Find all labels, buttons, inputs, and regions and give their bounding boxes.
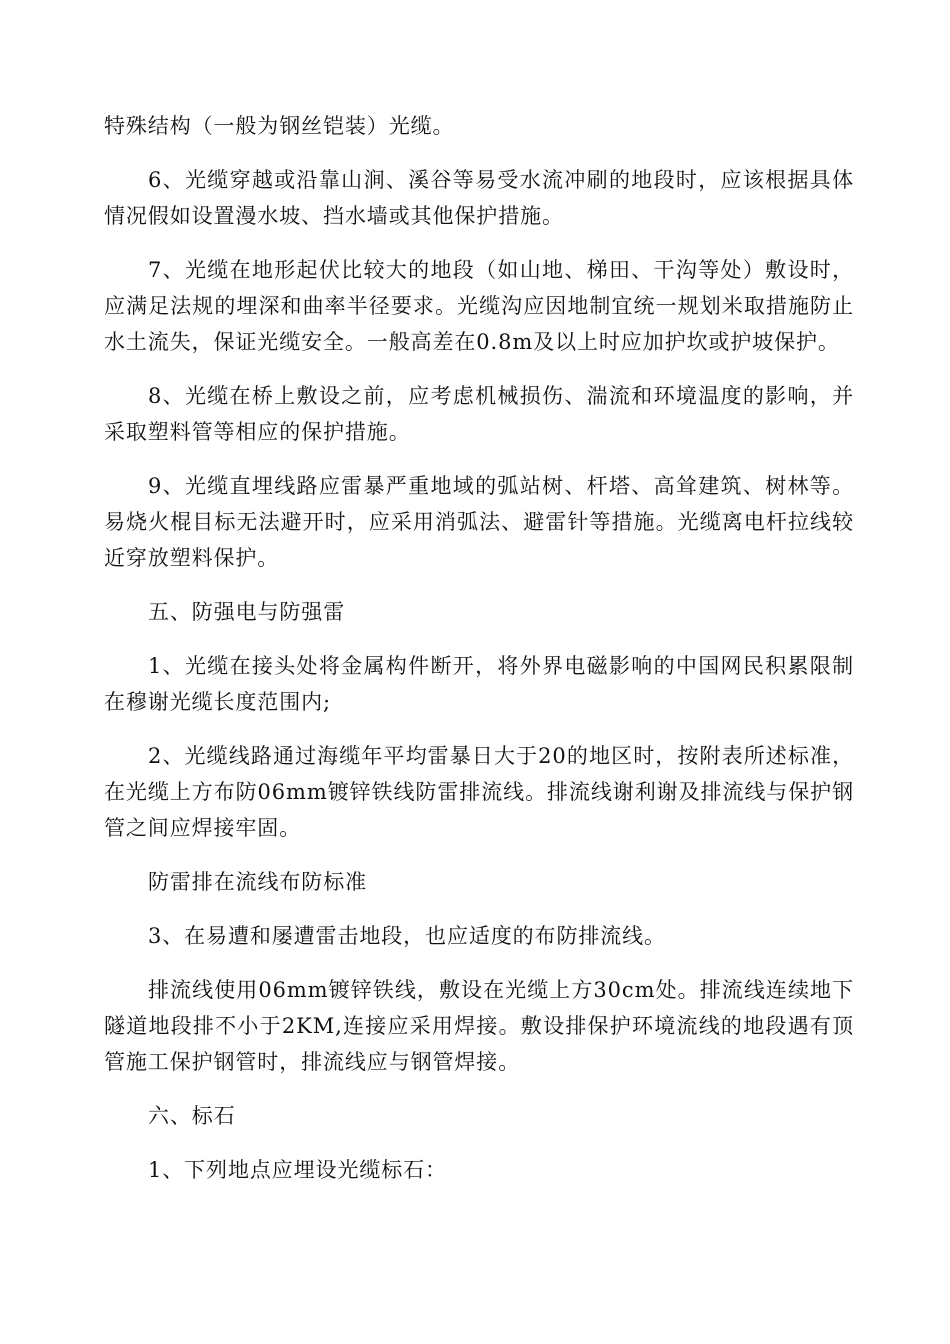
paragraph-five-item-2: 2、光缆线路通过海缆年平均雷暴日大于20的地区时，按附表所述标准，在光缆上方布防06mm镀锌铁线防雷排流线。排流线谢利谢及排流线与保护钢管之间应焊接牢固。 xyxy=(104,744,854,840)
paragraph-item-8: 8、光缆在桥上敷设之前，应考虑机械损伤、湍流和环境温度的影响，并采取塑料管等相应的保护措施。 xyxy=(104,384,854,444)
paragraph-item-7: 7、光缆在地形起伏比较大的地段（如山地、梯田、干沟等处）敷设时，应满足法规的埋深和曲率半径要求。光缆沟应因地制宜统一规划米取措施防止水土流失，保证光缆安全。一般高差在0.8m及以上时应加护坎或护坡保护。 xyxy=(104,258,854,354)
subheading-standard: 防雷排在流线布防标准 xyxy=(148,870,367,894)
paragraph-drain-wire: 排流线使用06mm镀锌铁线，敷设在光缆上方30cm处。排流线连续地下隧道地段排不小于2KM,连接应采用焊接。敷设排保护环境流线的地段遇有顶管施工保护钢管时，排流线应与钢管焊接。 xyxy=(104,978,854,1074)
paragraph-item-9: 9、光缆直埋线路应雷暴严重地域的弧站树、杆塔、高耸建筑、树林等。易烧火棍目标无法避开时，应采用消弧法、避雷针等措施。光缆离电杆拉线较近穿放塑料保护。 xyxy=(104,474,854,570)
paragraph-five-item-3: 3、在易遭和屡遭雷击地段，也应适度的布防排流线。 xyxy=(148,924,666,948)
paragraph-item-6: 6、光缆穿越或沿靠山涧、溪谷等易受水流冲刷的地段时，应该根据具体情况假如设置漫水坡、挡水墙或其他保护措施。 xyxy=(104,168,854,228)
paragraph-six-item-1: 1、下列地点应埋设光缆标石： xyxy=(148,1158,447,1182)
document-body xyxy=(104,108,854,1206)
paragraph-continuation: 特殊结构（一般为钢丝铠装）光缆。 xyxy=(104,114,455,138)
section-heading-five: 五、防强电与防强雷 xyxy=(148,600,346,624)
section-heading-six: 六、标石 xyxy=(148,1104,236,1128)
paragraph-five-item-1: 1、光缆在接头处将金属构件断开，将外界电磁影响的中国网民积累限制在穆谢光缆长度范围内; xyxy=(104,654,854,714)
